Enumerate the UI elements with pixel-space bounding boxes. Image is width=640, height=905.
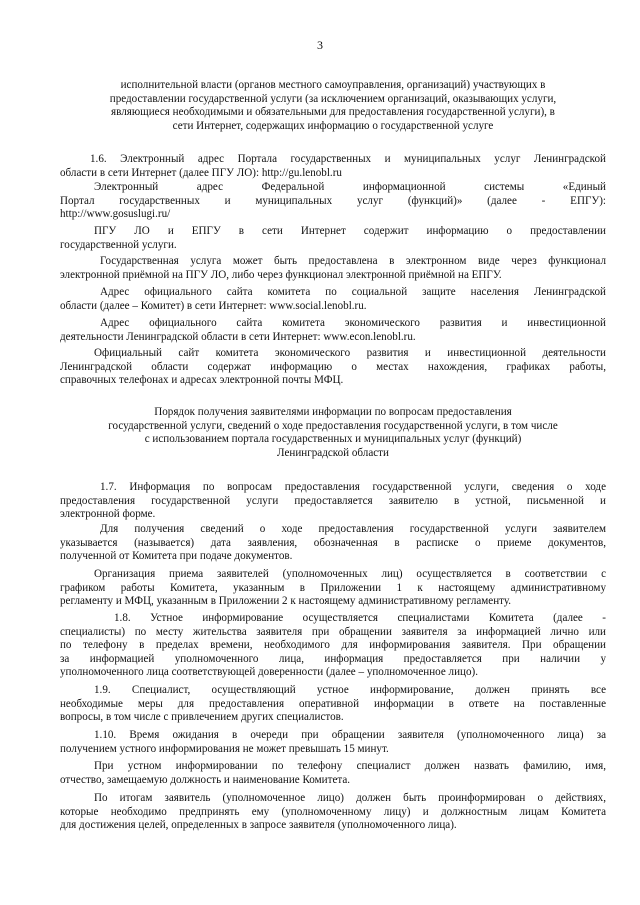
paragraph-results (60, 792, 606, 833)
intro-line: исполнительной власти (органов местного самоуправления, организаций) участвующих в (120, 79, 546, 91)
text-line: Адрес официального сайта комитета экономического развития и инвестиционной (100, 317, 606, 329)
paragraph-pgu (60, 225, 606, 252)
paragraph-reception (60, 568, 606, 609)
text-line: Официальный сайт комитета экономического развития и инвестиционной деятельности (94, 347, 606, 359)
intro-line: предоставлении государственной услуги (за исключением организаций, оказывающих услуги, (109, 92, 557, 105)
paragraph-1-10 (60, 729, 606, 756)
text-line: Государственная услуга может быть предоставлена в электронном виде через функционал (100, 255, 606, 267)
text-line: уполномоченного лица соответствующей доверенности (далее – уполномоченное лицо). (60, 666, 478, 678)
paragraph-electronic (60, 255, 606, 282)
paragraph-econ-site (60, 317, 606, 344)
paragraph-1-6 (60, 153, 606, 180)
text-line: 1.10. Время ожидания в очереди при обращении заявителя (уполномоченного лица) за (94, 729, 606, 741)
text-line: вопросы, в том числе с привлечением других специалистов. (60, 711, 344, 723)
text-line: Портал государственных и муниципальных услуг (функций)» (далее - ЕПГУ): (60, 194, 606, 207)
heading-line: Ленинградской области (277, 446, 389, 459)
heading-line: государственной услуги, сведений о ходе предоставления государственной услуги, в том числе (108, 419, 558, 432)
intro-paragraph (60, 79, 606, 133)
paragraph-1-7 (60, 481, 606, 522)
text-line: электронной форме. (60, 508, 156, 520)
heading-line: Порядок получения заявителями информации по вопросам предоставления (154, 406, 512, 418)
text-line: отчество, замещаемую должность и наименование Комитета. (60, 773, 351, 786)
text-line: Ленинградской области содержат информацию о местах нахождения, графиках работы, (60, 360, 606, 373)
text-line: специалисты) по месту жительства заявителя при обращении заявителя за информацией лично или (60, 625, 606, 638)
text-line: области в сети Интернет (далее ПГУ ЛО): http://gu.lenobl.ru (60, 166, 342, 179)
paragraph-1-8 (60, 612, 606, 680)
text-line: 1.6. Электронный адрес Портала государственных и муниципальных услуг Ленинградской (90, 153, 606, 165)
text-line: графиком работы Комитета, указанным в Приложении 1 к настоящему административному (60, 581, 606, 594)
text-line: По итогам заявитель (уполномоченное лицо) должен быть проинформирован о действиях, (94, 792, 606, 804)
text-line: за информацией уполномоченного лица, информация предоставляется при наличии у (60, 652, 606, 665)
text-line: 1.9. Специалист, осуществляющий устное информирование, должен принять все (94, 684, 606, 696)
text-line: для достижения целей, определенных в запросе заявителя (уполномоченного лица). (60, 819, 457, 831)
text-line: области (далее – Комитет) в сети Интернет: www.social.lenobl.ru. (60, 299, 367, 312)
text-line: ПГУ ЛО и ЕПГУ в сети Интернет содержит информацию о предоставлении (94, 225, 606, 237)
text-line: предоставления государственной услуги предоставляется заявителю в устной, письменной и (60, 494, 606, 507)
paragraph-official-site (60, 347, 606, 388)
paragraph-committee-site (60, 286, 606, 313)
text-line: необходимые меры для предоставления оперативной информации в ответе на поставленные (60, 697, 606, 710)
text-line: государственной услуги. (60, 238, 177, 251)
text-line: справочных телефонах и адресах электронной почты МФЦ. (60, 374, 344, 386)
text-line: полученной от Комитета при подаче документов. (60, 550, 293, 562)
text-line: указывается (называется) дата заявления, обозначенная в расписке о приеме документов, (60, 536, 606, 549)
intro-line: являющиеся необходимыми и обязательными для предоставления государственной услуги), в (111, 106, 555, 118)
text-line: Для получения сведений о ходе предоставления государственной услуги заявителем (100, 523, 606, 535)
text-line: по телефону в пределах времени, необходимого для информирования заявителя. При обращении (60, 639, 606, 651)
paragraph-phone (60, 760, 606, 787)
text-line: регламенту и МФЦ, указанным в Приложении 2 к настоящему административному регламенту. (60, 595, 512, 607)
text-line: Организация приема заявителей (уполномоченных лиц) осуществляется в соответствии с (94, 568, 606, 580)
text-line: получением устного информирования не может превышать 15 минут. (60, 742, 389, 755)
text-line: электронной приёмной на ПГУ ЛО, либо через функционал электронной приёмной на ЕПГУ. (60, 268, 502, 281)
page-number: 3 (317, 38, 323, 52)
paragraph-1-9 (60, 684, 606, 725)
intro-line: сети Интернет, содержащих информацию о государственной услуге (172, 119, 494, 132)
paragraph-obtaining (60, 523, 606, 564)
text-line: которые необходимо предпринять ему (уполномоченному лицу) и должностным лицам Комитета (60, 805, 606, 818)
text-line: 1.7. Информация по вопросам предоставления государственной услуги, сведения о ходе (100, 481, 606, 493)
text-line: деятельности Ленинградской области в сети Интернет: www.econ.lenobl.ru. (60, 330, 416, 343)
text-line: Электронный адрес Федеральной информационной системы «Единый (94, 181, 606, 193)
text-line: 1.8. Устное информирование осуществляется специалистами Комитета (далее - (114, 612, 606, 624)
link-text: http://www.gosuslugi.ru/ (60, 208, 171, 220)
heading-line: с использованием портала государственных и муниципальных услуг (функций) (144, 433, 522, 445)
section-heading (60, 406, 606, 460)
text-line: Адрес официального сайта комитета по социальной защите населения Ленинградской (100, 286, 606, 298)
paragraph-epgu (60, 181, 606, 222)
text-line: При устном информировании по телефону специалист должен назвать фамилию, имя, (94, 760, 606, 772)
